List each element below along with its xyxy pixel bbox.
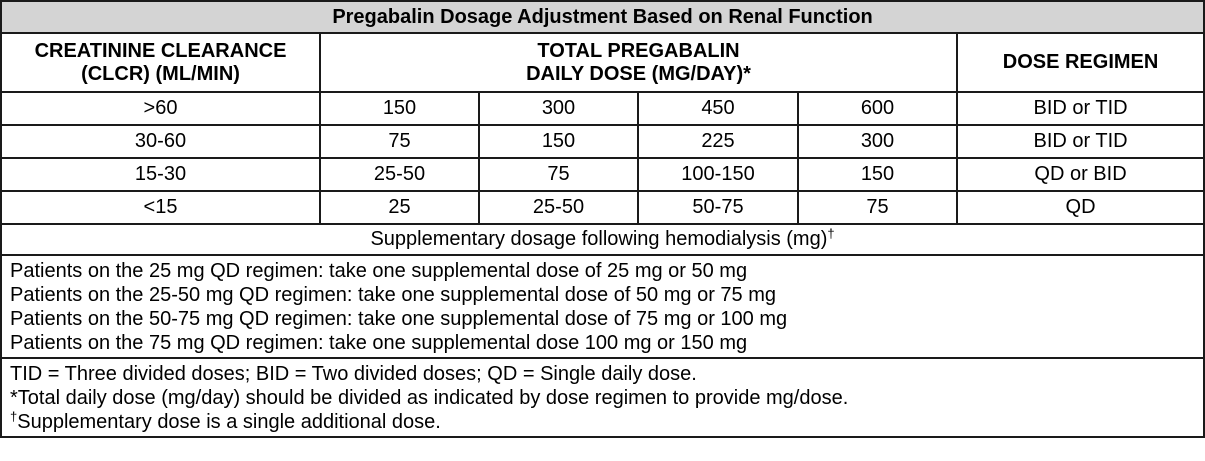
header-creatinine-clearance [1,33,320,92]
cell-dose: 300 [479,92,638,125]
footnote-total-dose: *Total daily dose (mg/day) should be divided as indicated by dose regimen to provide mg/dose. [10,387,849,409]
supplementary-line: Patients on the 25 mg QD regimen: take one supplemental dose of 25 mg or 50 mg [10,260,748,282]
dagger-mark: † [827,226,835,241]
cell-dose: 25-50 [479,191,638,224]
table-row [1,191,1204,224]
cell-clearance: <15 [1,191,320,224]
cell-dose: 100-150 [638,158,798,191]
header-dose-line1: TOTAL PREGABALIN [537,39,740,62]
cell-dose: 150 [479,125,638,158]
header-dose-line2: DAILY DOSE (MG/DAY)* [526,62,751,85]
cell-clearance: 30-60 [1,125,320,158]
header-row [1,33,1204,92]
header-clearance-line2: (CLCR) (ML/MIN) [81,62,240,85]
footnote-dagger-text: Supplementary dose is a single additional dose. [17,411,441,433]
supplementary-line: Patients on the 75 mg QD regimen: take one supplemental dose 100 mg or 150 mg [10,332,748,354]
table-row [1,125,1204,158]
cell-regimen: QD or BID [957,158,1204,191]
cell-regimen: BID or TID [957,92,1204,125]
cell-dose: 600 [798,92,957,125]
cell-dose: 150 [798,158,957,191]
table-title-row [1,1,1204,33]
cell-dose: 450 [638,92,798,125]
cell-dose: 225 [638,125,798,158]
cell-clearance: >60 [1,92,320,125]
cell-dose: 150 [320,92,479,125]
supplementary-line: Patients on the 25-50 mg QD regimen: take one supplemental dose of 50 mg or 75 mg [10,284,776,306]
table-row [1,158,1204,191]
cell-dose: 75 [479,158,638,191]
cell-regimen: QD [957,191,1204,224]
cell-regimen: BID or TID [957,125,1204,158]
supplementary-heading [1,224,1204,255]
cell-dose: 25-50 [320,158,479,191]
supplementary-lines-row [1,255,1204,358]
table-title: Pregabalin Dosage Adjustment Based on Renal Function [1,1,1204,33]
supplementary-heading-text: Supplementary dosage following hemodialysis (mg) [370,228,828,250]
supplementary-heading-row [1,224,1204,255]
cell-dose: 50-75 [638,191,798,224]
cell-dose: 75 [320,125,479,158]
header-total-daily-dose [320,33,957,92]
table-row [1,92,1204,125]
cell-dose: 25 [320,191,479,224]
footnote-abbreviations: TID = Three divided doses; BID = Two divided doses; QD = Single daily dose. [10,363,697,385]
dagger-mark: † [10,409,18,424]
footnote-dagger [10,410,1195,434]
footnotes-row [1,358,1204,437]
cell-dose: 300 [798,125,957,158]
header-dose-regimen: DOSE REGIMEN [957,33,1204,92]
cell-clearance: 15-30 [1,158,320,191]
header-clearance-line1: CREATININE CLEARANCE [34,39,287,62]
supplementary-lines [1,255,1204,358]
supplementary-line: Patients on the 50-75 mg QD regimen: take one supplemental dose of 75 mg or 100 mg [10,308,788,330]
footnotes [1,358,1204,437]
cell-dose: 75 [798,191,957,224]
